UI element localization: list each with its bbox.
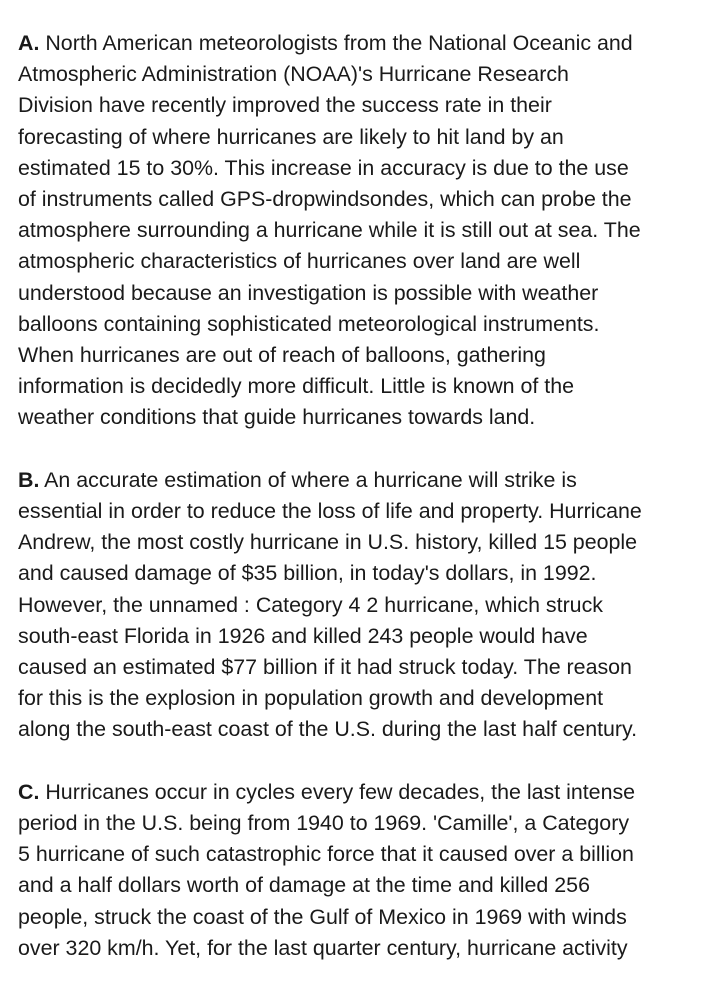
paragraph-line: for this is the explosion in population growth and development [18, 686, 604, 711]
paragraph-line: along the south-east coast of the U.S. during the last half century. [18, 717, 638, 742]
paragraph-line: Division have recently improved the success rate in their [18, 93, 552, 118]
paragraph-letter: A. [18, 31, 40, 55]
paragraph-line: caused an estimated $77 billion if it had struck today. The reason [18, 655, 632, 680]
paragraph-line: forecasting of where hurricanes are likely to hit land by an [18, 124, 564, 149]
paragraph-line: essential in order to reduce the loss of life and property. Hurricane [18, 499, 642, 524]
paragraph-b [18, 465, 718, 746]
paragraph-line: estimated 15 to 30%. This increase in accuracy is due to the use [18, 155, 629, 180]
document-body [18, 28, 718, 995]
paragraph-line: When hurricanes are out of reach of balloons, gathering [18, 343, 546, 368]
paragraph-line: Andrew, the most costly hurricane in U.S. history, killed 15 people [18, 530, 638, 555]
paragraph-letter: C. [18, 779, 40, 804]
paragraph-line: However, the unnamed : Category 4 2 hurricane, which struck [18, 592, 603, 617]
paragraph-line: period in the U.S. being from 1940 to 1969. 'Camille', a Category [18, 811, 630, 836]
paragraph-line: weather conditions that guide hurricanes towards land. [18, 405, 536, 430]
paragraph-line: atmosphere surrounding a hurricane while it is still out at sea. The [18, 218, 641, 243]
paragraph-line: people, struck the coast of the Gulf of Mexico in 1969 with winds [18, 904, 627, 929]
paragraph-line: balloons containing sophisticated meteorological instruments. [18, 311, 600, 336]
paragraph-line: south-east Florida in 1926 and killed 243 people would have [18, 623, 588, 648]
paragraph-line: information is decidedly more difficult. Little is known of the [18, 374, 575, 399]
paragraph-line: and a half dollars worth of damage at the time and killed 256 [18, 873, 590, 898]
paragraph-line: Atmospheric Administration (NOAA)'s Hurricane Research [18, 62, 569, 87]
paragraph-line: A. North American meteorologists from the National Oceanic and [18, 31, 633, 55]
paragraph-letter: B. [18, 467, 40, 492]
paragraph-line: and caused damage of $35 billion, in today's dollars, in 1992. [18, 561, 597, 586]
paragraph-line: 5 hurricane of such catastrophic force that it caused over a billion [18, 842, 634, 867]
paragraph-c [18, 777, 718, 964]
paragraph-line: of instruments called GPS-dropwindsondes, which can probe the [18, 187, 632, 212]
paragraph-line: C. Hurricanes occur in cycles every few decades, the last intense [18, 779, 636, 804]
paragraph-a [18, 28, 718, 434]
paragraph-line: understood because an investigation is possible with weather [18, 280, 599, 305]
paragraph-line: atmospheric characteristics of hurricanes over land are well [18, 249, 581, 274]
paragraph-line: B. An accurate estimation of where a hurricane will strike is [18, 467, 577, 492]
paragraph-line: over 320 km/h. Yet, for the last quarter century, hurricane activity [18, 935, 628, 960]
